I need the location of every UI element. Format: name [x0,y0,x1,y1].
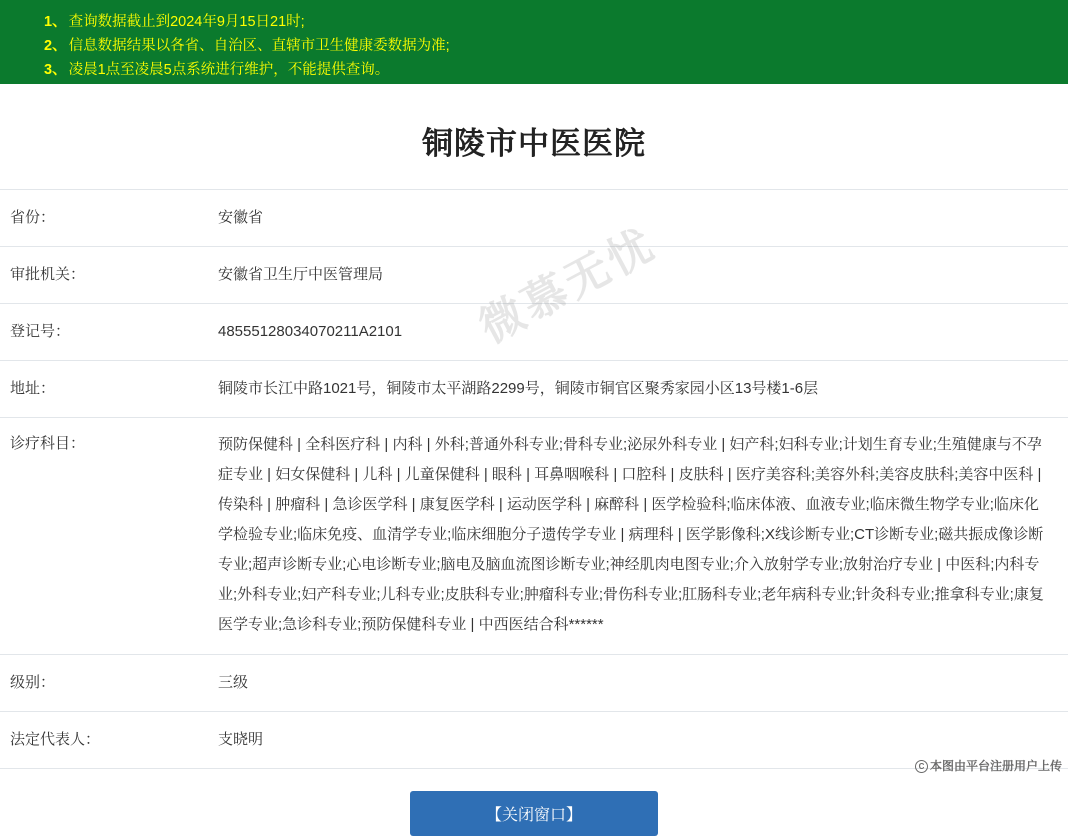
field-label-registration-number: 登记号： [10,323,71,340]
notice-line-2 [0,34,1068,58]
corner-watermark [915,757,1062,774]
table-row [0,190,1068,247]
notice-line-1-text: 查询数据截止到2024年9月15日21时; [68,14,305,30]
field-label-departments: 诊疗科目： [10,435,86,452]
field-label-province: 省份： [10,209,56,226]
notice-line-2-text: 信息数据结果以各省、自治区、直辖市卫生健康委数据为准; [68,38,450,54]
table-row [0,655,1068,712]
page-title-wrap [0,84,1068,189]
table-row [0,361,1068,418]
notice-line-1-number: 1、 [44,14,67,30]
table-row [0,304,1068,361]
field-value-legal-representative: 支晓明 [218,731,264,748]
field-value-address: 铜陵市长江中路1021号，铜陵市太平湖路2299号，铜陵市铜官区聚秀家园小区13号楼1-6层 [218,380,819,397]
table-row [0,712,1068,769]
field-label-legal-representative: 法定代表人： [10,731,101,748]
table-row [0,418,1068,655]
notice-line-3 [0,58,1068,82]
field-value-registration-number: 48555128034070211A2101 [218,323,403,340]
copyright-icon: C [915,760,928,773]
footer [0,769,1068,836]
field-label-level: 级别： [10,674,56,691]
hospital-info-table [0,189,1068,769]
field-value-departments: 预防保健科 | 全科医疗科 | 内科 | 外科;普通外科专业;骨科专业;泌尿外科专业 | 妇产科;妇科专业;计划生育专业;生殖健康与不孕症专业 | 妇女保健科 | 儿科 | 儿童保健科 | 眼科 | 耳鼻咽喉科 | 口腔科 | 皮肤科 | 医疗美容科;美容外科;美容皮肤科;美容中医科 | 传染科 | 肿瘤科 | 急诊医学科 | 康复医学科 | 运动医学科 | 麻醉科 | 医学检验科;临床体液、血液专业;临床微生物学专业;临床化学检验专业;临床免疫、血清学专业;临床细胞分子遗传学专业 | 病理科 | 医学影像科;X线诊断专业;CT诊断专业;磁共振成像诊断专业;超声诊断专业;心电诊断专业;脑电及脑血流图诊断专业;神经肌肉电图专业;介入放射学专业;放射治疗专业 | 中医科;内科专业;外科专业;妇产科专业;儿科专业;皮肤科专业;肿瘤科专业;骨伤科专业;肛肠科专业;老年病科专业;针灸科专业;推拿科专业;康复医学专业;急诊科专业;预防保健科专业 | 中西医结合科****** [218,436,1044,633]
corner-watermark-text: 本图由平台注册用户上传 [929,759,1062,773]
field-value-province: 安徽省 [218,209,264,226]
notice-banner [0,0,1068,84]
table-row [0,247,1068,304]
field-value-level: 三级 [218,674,249,691]
close-window-button[interactable]: 【关闭窗口】 [410,791,658,836]
page-title: 铜陵市中医医院 [422,126,646,161]
field-value-authority: 安徽省卫生厅中医管理局 [218,266,384,283]
field-label-address: 地址： [10,380,56,397]
notice-line-3-text: 凌晨1点至凌晨5点系统进行维护，不能提供查询。 [68,62,390,78]
notice-line-3-number: 3、 [44,62,67,78]
notice-line-1 [0,10,1068,34]
diagonal-watermark: 微慕无忧 [471,219,665,353]
field-label-authority: 审批机关： [10,266,86,283]
notice-line-2-number: 2、 [44,38,67,54]
